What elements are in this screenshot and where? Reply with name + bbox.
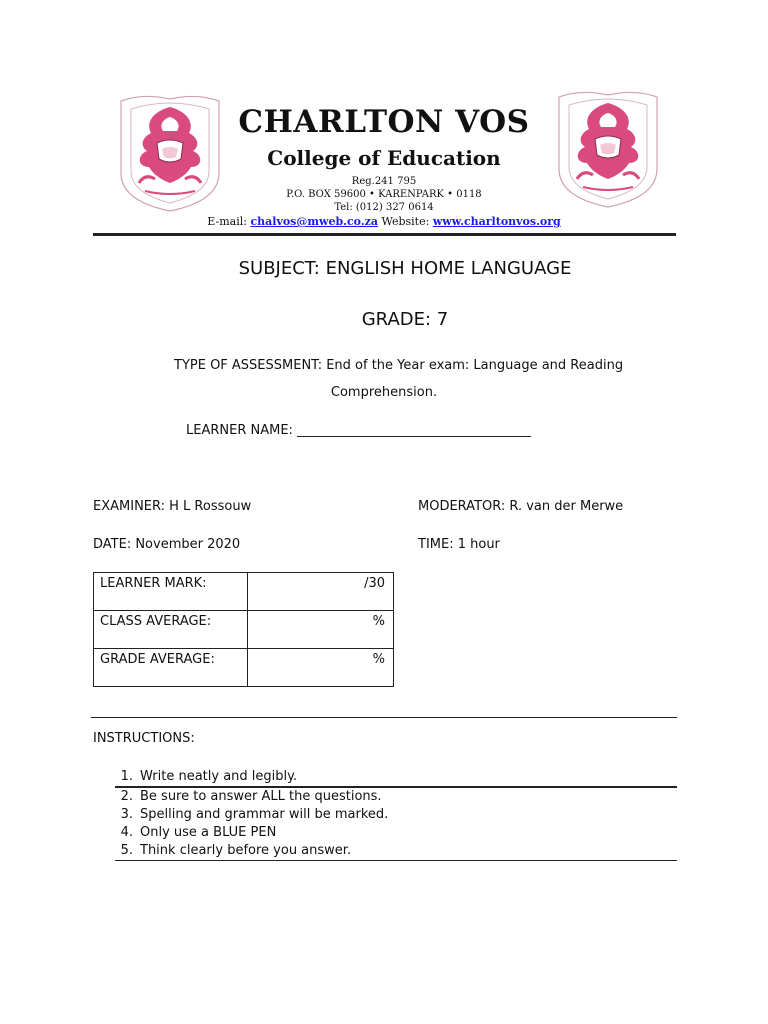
list-item-number: 2. bbox=[120, 789, 133, 804]
table-cell-value[interactable]: /30 bbox=[248, 573, 394, 611]
section-divider bbox=[91, 717, 677, 718]
list-item-text: Spelling and grammar will be marked. bbox=[140, 807, 389, 822]
table-cell-label: GRADE AVERAGE: bbox=[94, 649, 248, 687]
school-subtitle: College of Education bbox=[267, 146, 501, 170]
assessment-type-line1: TYPE OF ASSESSMENT: End of the Year exam: Language and Reading bbox=[174, 358, 624, 373]
examiner: EXAMINER: H L Rossouw bbox=[93, 499, 252, 514]
email-link[interactable]: chalvos@mweb.co.za bbox=[250, 215, 379, 228]
list-item-number: 4. bbox=[120, 825, 133, 840]
exam-time: TIME: 1 hour bbox=[418, 537, 500, 552]
exam-date: DATE: November 2020 bbox=[93, 537, 241, 552]
assessment-type-line2: Comprehension. bbox=[330, 385, 438, 400]
table-row bbox=[94, 611, 394, 649]
list-item bbox=[115, 788, 677, 806]
website-link[interactable]: www.charltonvos.org bbox=[432, 215, 561, 228]
table-cell-label: CLASS AVERAGE: bbox=[94, 611, 248, 649]
list-item bbox=[115, 806, 677, 824]
telephone: Tel: (012) 327 0614 bbox=[334, 202, 434, 213]
list-item bbox=[115, 824, 677, 842]
list-item bbox=[115, 768, 677, 786]
email-label: E-mail: bbox=[207, 215, 247, 228]
divider bbox=[115, 860, 677, 861]
list-item-text: Be sure to answer ALL the questions. bbox=[140, 789, 382, 804]
table-row bbox=[94, 649, 394, 687]
list-item-number: 1. bbox=[120, 769, 133, 784]
list-item-text: Write neatly and legibly. bbox=[140, 769, 298, 784]
list-item-text: Only use a BLUE PEN bbox=[140, 825, 277, 840]
contact-line bbox=[0, 215, 768, 228]
website-label: Website: bbox=[381, 215, 430, 228]
list-item bbox=[115, 842, 677, 860]
grade-heading: GRADE: 7 bbox=[361, 309, 449, 330]
table-row bbox=[94, 573, 394, 611]
school-name: CHARLTON VOS bbox=[238, 104, 530, 140]
table-cell-label: LEARNER MARK: bbox=[94, 573, 248, 611]
moderator: MODERATOR: R. van der Merwe bbox=[418, 499, 624, 514]
list-item-number: 5. bbox=[120, 843, 133, 858]
learner-name-field[interactable]: LEARNER NAME: ____________________________________ bbox=[186, 423, 532, 438]
marks-table bbox=[93, 572, 394, 687]
registration-number: Reg.241 795 bbox=[351, 176, 417, 187]
postal-address: P.O. BOX 59600 • KARENPARK • 0118 bbox=[286, 189, 482, 200]
table-cell-value[interactable]: % bbox=[248, 649, 394, 687]
instructions-title: INSTRUCTIONS: bbox=[93, 731, 195, 746]
list-item-number: 3. bbox=[120, 807, 133, 822]
list-item-text: Think clearly before you answer. bbox=[140, 843, 352, 858]
header-divider bbox=[93, 233, 676, 236]
instructions-list bbox=[115, 768, 677, 861]
subject-heading: SUBJECT: ENGLISH HOME LANGUAGE bbox=[238, 258, 572, 279]
table-cell-value[interactable]: % bbox=[248, 611, 394, 649]
